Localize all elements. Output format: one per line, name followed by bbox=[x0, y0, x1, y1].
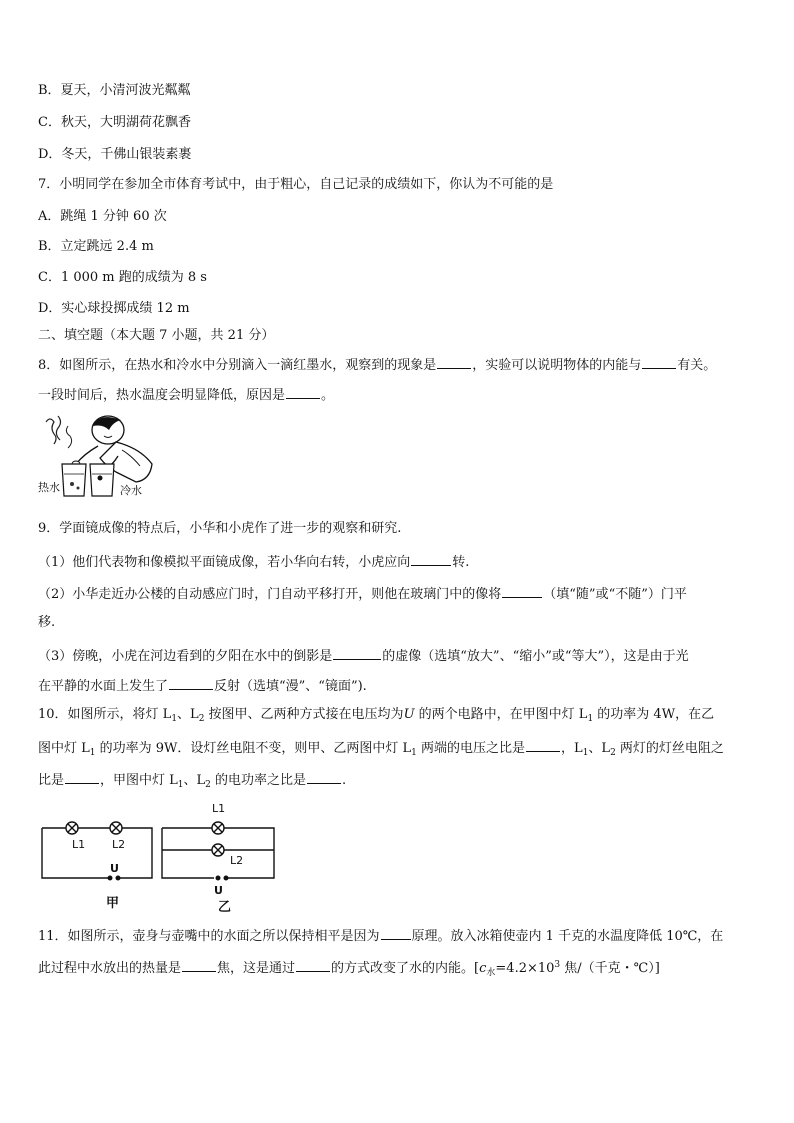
circuit-diagrams bbox=[38, 800, 288, 912]
yi-label-L1: L1 bbox=[212, 802, 226, 815]
q6-option-b: B．夏天，小清河波光粼粼 bbox=[38, 83, 191, 98]
q6-option-c: C．秋天，大明湖荷花飘香 bbox=[38, 115, 191, 130]
q10-blank-1[interactable] bbox=[526, 738, 560, 752]
q9-sub-2: （2）小华走近办公楼的自动感应门时，门自动平移打开，则他在玻璃门中的像将 （填“随”或“不随”）门平 bbox=[38, 584, 687, 604]
circuit-yi bbox=[162, 822, 274, 880]
yi-label-U: U bbox=[214, 884, 223, 897]
q10-blank-3[interactable] bbox=[307, 770, 341, 784]
q8-figure bbox=[38, 412, 158, 498]
jia-label: 甲 bbox=[106, 896, 120, 911]
q7-option-b: B．立定跳远 2.4 m bbox=[38, 239, 154, 254]
q10-line-2: 图中灯 $L_1$ 的功率为 9W．设灯丝电阻不变，则甲、乙两图中灯 $L_1$ 两端的电压之比是 ，$L_1$、$L_2$ 两灯的灯丝电阻之 bbox=[38, 738, 724, 762]
q9-blank-4[interactable] bbox=[169, 676, 213, 690]
q10-blank-2[interactable] bbox=[65, 770, 99, 784]
jia-label-L2: L2 bbox=[112, 838, 126, 851]
jia-label-U: U bbox=[110, 862, 119, 875]
q11-line-2: 此过程中水放出的热量是 焦，这是通过 的方式改变了水的内能。[$c_水=4.2\times 10^3$ 焦/（千克・℃）] bbox=[38, 960, 660, 978]
q11-blank-2[interactable] bbox=[182, 958, 216, 972]
q8-fig-label-hot: 热水 bbox=[38, 481, 60, 494]
q7-option-c: C．1 000 m 跑的成绩为 8 s bbox=[38, 270, 207, 285]
q9-blank-3[interactable] bbox=[333, 646, 381, 660]
q7-option-a: A．跳绳 1 分钟 60 次 bbox=[38, 209, 167, 224]
q10-line-3: 比是 ，甲图中灯 $L_1$、$L_2$ 的电功率之比是 . bbox=[38, 770, 346, 794]
yi-label: 乙 bbox=[218, 900, 232, 915]
q9-sub-3: （3）傍晚，小虎在河边看到的夕阳在水中的倒影是 的虚像（选填“放大”、“缩小”或“等大”），这是由于光 bbox=[38, 646, 689, 666]
q11-blank-3[interactable] bbox=[296, 958, 330, 972]
q8-blank-2[interactable] bbox=[642, 355, 676, 369]
q7-option-d: D．实心球投掷成绩 12 m bbox=[38, 301, 190, 316]
yi-label-L2: L2 bbox=[230, 854, 244, 867]
q6-option-d: D．冬天，千佛山银装素裹 bbox=[38, 147, 192, 162]
q8-blank-3[interactable] bbox=[286, 385, 320, 399]
q11-line-1: 11．如图所示，壶身与壶嘴中的水面之所以保持相平是因为 原理。放入冰箱使壶内 1 千克的水温度降低 10℃，在 bbox=[38, 926, 723, 946]
q11-blank-1[interactable] bbox=[381, 926, 411, 940]
q9-blank-2[interactable] bbox=[502, 584, 542, 598]
circuit-jia bbox=[42, 822, 152, 880]
q8-line-2: 一段时间后，热水温度会明显降低，原因是 。 bbox=[38, 385, 334, 405]
q9-stem: 9．学面镜成像的特点后，小华和小虎作了进一步的观察和研究. bbox=[38, 521, 402, 536]
q8-blank-1[interactable] bbox=[437, 355, 471, 369]
q8-fig-label-cold: 冷水 bbox=[120, 484, 142, 497]
jia-label-L1: L1 bbox=[72, 838, 86, 851]
q9-sub-3-cont: 在平静的水面上发生了 反射（选填“漫”、“镜面”). bbox=[38, 676, 367, 696]
q10-circuit-figure bbox=[38, 800, 288, 915]
section-2-heading: 二、填空题（本大题 7 小题，共 21 分） bbox=[38, 328, 275, 343]
q10-line-1: 10．如图所示，将灯 $L_1$、$L_2$ 按图甲、乙两种方式接在电压均为U 的两个电路中，在甲图中灯 $L_1$ 的功率为 4W，在乙 bbox=[38, 707, 715, 724]
q9-blank-1[interactable] bbox=[411, 552, 451, 566]
q9-sub-2-cont: 移. bbox=[38, 615, 56, 630]
q8-line-1: 8．如图所示，在热水和冷水中分别滴入一滴红墨水，观察到的现象是 ，实验可以说明物体的内能与 有关。 bbox=[38, 355, 716, 375]
q9-sub-1: （1）他们代表物和像模拟平面镜成像，若小华向右转，小虎应向 转. bbox=[38, 552, 469, 572]
q7-stem: 7．小明同学在参加全市体育考试中，由于粗心，自己记录的成绩如下，你认为不可能的是 bbox=[38, 177, 554, 192]
